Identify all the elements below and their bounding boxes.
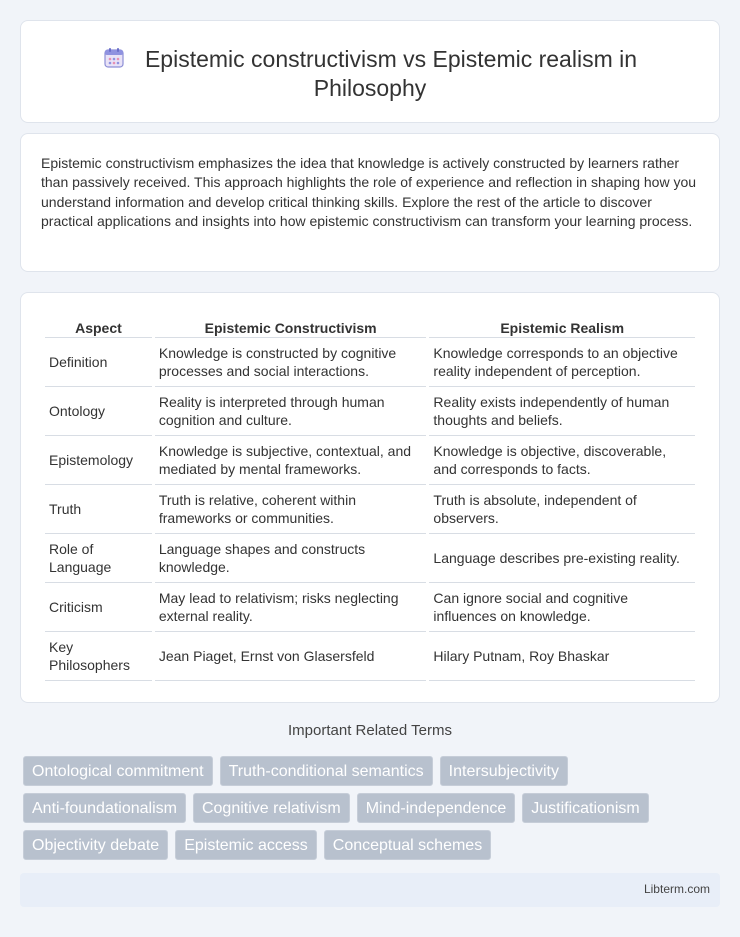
row-realism: Truth is absolute, independent of observers. xyxy=(429,485,695,534)
row-constructivism: Knowledge is constructed by cognitive processes and social interactions. xyxy=(155,338,427,387)
header-realism: Epistemic Realism xyxy=(429,315,695,338)
table-row xyxy=(45,583,695,632)
row-aspect: Role of Language xyxy=(45,534,152,583)
related-terms-heading: Important Related Terms xyxy=(288,722,452,739)
tag-epistemic-access[interactable]: Epistemic access xyxy=(175,830,317,860)
table-row xyxy=(45,534,695,583)
comparison-card xyxy=(20,292,720,703)
row-realism: Knowledge is objective, discoverable, and corresponds to facts. xyxy=(429,436,695,485)
page-title xyxy=(21,45,719,103)
tag-justificationism[interactable]: Justificationism xyxy=(522,793,648,823)
row-aspect: Criticism xyxy=(45,583,152,632)
tag-truth-conditional-semantics[interactable]: Truth-conditional semantics xyxy=(220,756,433,786)
comparison-table xyxy=(42,315,698,681)
tag-anti-foundationalism[interactable]: Anti-foundationalism xyxy=(23,793,186,823)
row-realism: Hilary Putnam, Roy Bhaskar xyxy=(429,632,695,681)
row-aspect: Truth xyxy=(45,485,152,534)
header-constructivism: Epistemic Constructivism xyxy=(155,315,427,338)
intro-card xyxy=(20,133,720,272)
tag-row xyxy=(23,756,723,793)
related-terms-list xyxy=(23,756,723,867)
title-line-2: Philosophy xyxy=(313,75,427,101)
table-header-row xyxy=(45,315,695,338)
tag-intersubjectivity[interactable]: Intersubjectivity xyxy=(440,756,568,786)
row-realism: Knowledge corresponds to an objective reality independent of perception. xyxy=(429,338,695,387)
tag-row xyxy=(23,830,723,867)
title-line-1: Epistemic constructivism vs Epistemic realism in xyxy=(144,46,638,72)
footer xyxy=(20,873,720,907)
tag-mind-independence[interactable]: Mind-independence xyxy=(357,793,516,823)
row-constructivism: Truth is relative, coherent within frameworks or communities. xyxy=(155,485,427,534)
tag-ontological-commitment[interactable]: Ontological commitment xyxy=(23,756,213,786)
tag-row xyxy=(23,793,723,830)
tag-objectivity-debate[interactable]: Objectivity debate xyxy=(23,830,168,860)
tag-conceptual-schemes[interactable]: Conceptual schemes xyxy=(324,830,491,860)
row-aspect: Ontology xyxy=(45,387,152,436)
table-row xyxy=(45,485,695,534)
row-aspect: Epistemology xyxy=(45,436,152,485)
row-constructivism: May lead to relativism; risks neglecting external reality. xyxy=(155,583,427,632)
table-row xyxy=(45,338,695,387)
table-row xyxy=(45,632,695,681)
title-card xyxy=(20,20,720,123)
row-realism: Reality exists independently of human thoughts and beliefs. xyxy=(429,387,695,436)
row-realism: Language describes pre-existing reality. xyxy=(429,534,695,583)
row-aspect: Definition xyxy=(45,338,152,387)
row-constructivism: Knowledge is subjective, contextual, and mediated by mental frameworks. xyxy=(155,436,427,485)
intro-paragraph: Epistemic constructivism emphasizes the idea that knowledge is actively constructed by learners rather than passively received. This approach highlights the role of experience and reflection in shaping how you understand information and develop critical thinking skills. Explore the rest of the article to discover practical applications and insights into how epistemic constructivism can transform your learning process. xyxy=(41,155,697,229)
row-constructivism: Reality is interpreted through human cognition and culture. xyxy=(155,387,427,436)
tag-cognitive-relativism[interactable]: Cognitive relativism xyxy=(193,793,350,823)
table-row xyxy=(45,387,695,436)
footer-site-link[interactable]: Libterm.com xyxy=(643,882,710,896)
calendar-icon xyxy=(103,47,125,69)
header-aspect: Aspect xyxy=(45,315,152,338)
row-constructivism: Jean Piaget, Ernst von Glasersfeld xyxy=(155,632,427,681)
row-aspect: Key Philosophers xyxy=(45,632,152,681)
row-realism: Can ignore social and cognitive influences on knowledge. xyxy=(429,583,695,632)
row-constructivism: Language shapes and constructs knowledge. xyxy=(155,534,427,583)
table-row xyxy=(45,436,695,485)
